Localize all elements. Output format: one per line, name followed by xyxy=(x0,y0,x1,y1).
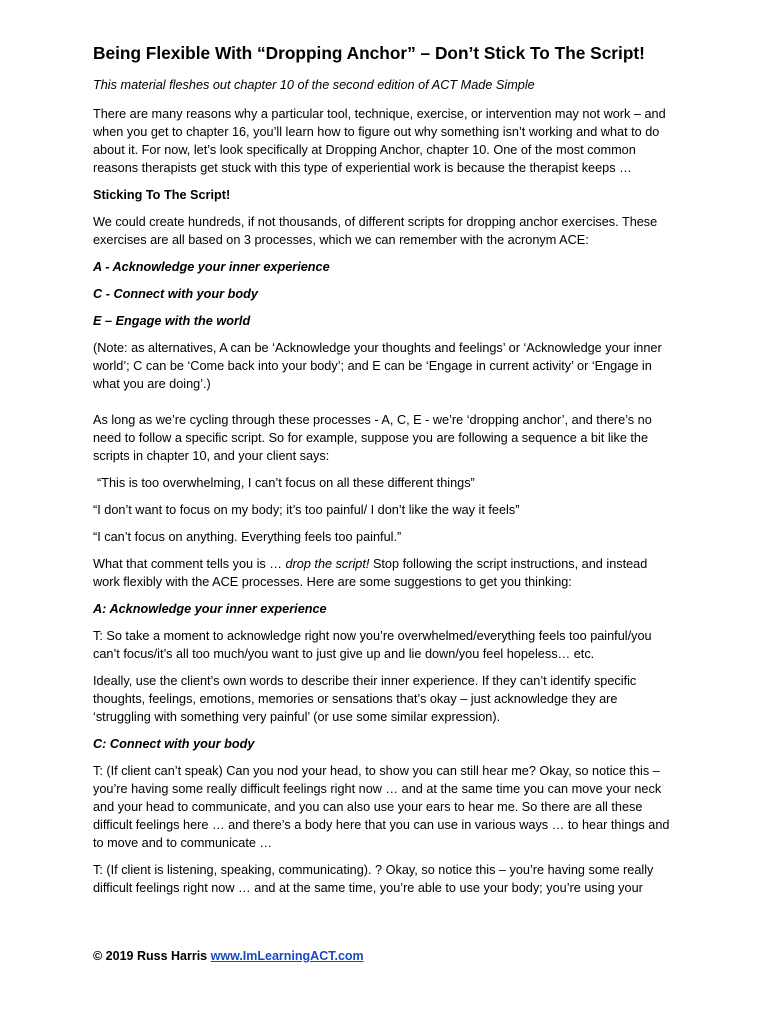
ace-item-c: C - Connect with your body xyxy=(93,287,258,301)
ideally-paragraph: Ideally, use the client’s own words to describe their inner experience. If they can’t identify specific thoughts, feelings, emotions, memories or sensations that’s okay – just acknowledge they are ‘struggling with something very painful’ (or use some similar expression). xyxy=(93,674,637,724)
drop-script-paragraph xyxy=(93,555,673,591)
document-subtitle: This material fleshes out chapter 10 of the second edition of ACT Made Simple xyxy=(93,78,535,92)
page-footer xyxy=(93,947,364,965)
therapist-line-c1: T: (If client can’t speak) Can you nod your head, to show you can still hear me? Okay, so notice this – you’re having some really difficult feelings right now … and at the same time you can move your neck and your head to communicate, and you can also use your ears to hear me. So there are all these difficult feelings here … and there’s a body here that you can use in various ways … to hear things and to move and to communicate … xyxy=(93,764,670,850)
client-quote-2: “I don’t want to focus on my body; it’s too painful/ I don’t like the way it feels” xyxy=(93,503,520,517)
cycling-paragraph: As long as we’re cycling through these processes - A, C, E - we’re ‘dropping anchor’, and there’s no need to follow a specific script. So for example, suppose you are following a sequence a bit like the scripts in chapter 10, and your client says: xyxy=(93,413,652,463)
intro-paragraph: There are many reasons why a particular tool, technique, exercise, or intervention may not work – and when you get to chapter 16, you’ll learn how to figure out why something isn’t working and what to do about it. For now, let’s look specifically at Dropping Anchor, chapter 10. One of the most common reasons therapists get stuck with this type of experiential work is because the therapist keeps … xyxy=(93,107,666,175)
ace-item-e: E – Engage with the world xyxy=(93,314,251,328)
therapist-line-a: T: So take a moment to acknowledge right now you’re overwhelmed/everything feels too painful/you can’t focus/it’s all too much/you want to just give up and lie down/you feel hopeless… etc. xyxy=(93,629,652,661)
scripts-paragraph: We could create hundreds, if not thousands, of different scripts for dropping anchor exercises. These exercises are all based on 3 processes, which we can remember with the acronym ACE: xyxy=(93,215,658,247)
drop-script-emphasis: drop the script! xyxy=(285,557,370,571)
document-body xyxy=(93,42,673,906)
drop-script-before: What that comment tells you is … xyxy=(93,557,286,571)
note-paragraph: (Note: as alternatives, A can be ‘Acknowledge your thoughts and feelings’ or ‘Acknowledge your inner world’; C can be ‘Come back into your body’; and E can be ‘Engage in current activity’ or ‘Engage in what you are doing’.) xyxy=(93,341,662,391)
ace-item-a: A - Acknowledge your inner experience xyxy=(93,260,330,274)
drop-script-after: Stop following the script instructions, and instead work flexibly with the ACE processes. Here are some suggestions to get you thinking: xyxy=(93,557,648,589)
footer-copyright: © 2019 Russ Harris xyxy=(93,949,208,963)
client-quote-3: “I can’t focus on anything. Everything feels too painful.” xyxy=(93,530,402,544)
section-heading: Sticking To The Script! xyxy=(93,188,231,202)
client-quote-1: “This is too overwhelming, I can’t focus on all these different things” xyxy=(97,476,475,490)
document-title: Being Flexible With “Dropping Anchor” – Don’t Stick To The Script! xyxy=(93,43,645,63)
footer-website-link[interactable]: www.ImLearningACT.com xyxy=(210,949,364,963)
therapist-line-c2: T: (If client is listening, speaking, communicating). ? Okay, so notice this – you’re having some really difficult feelings right now … and at the same time, you’re able to use your body; you’re using your xyxy=(93,863,654,895)
heading-acknowledge: A: Acknowledge your inner experience xyxy=(93,602,327,616)
heading-connect: C: Connect with your body xyxy=(93,737,255,751)
